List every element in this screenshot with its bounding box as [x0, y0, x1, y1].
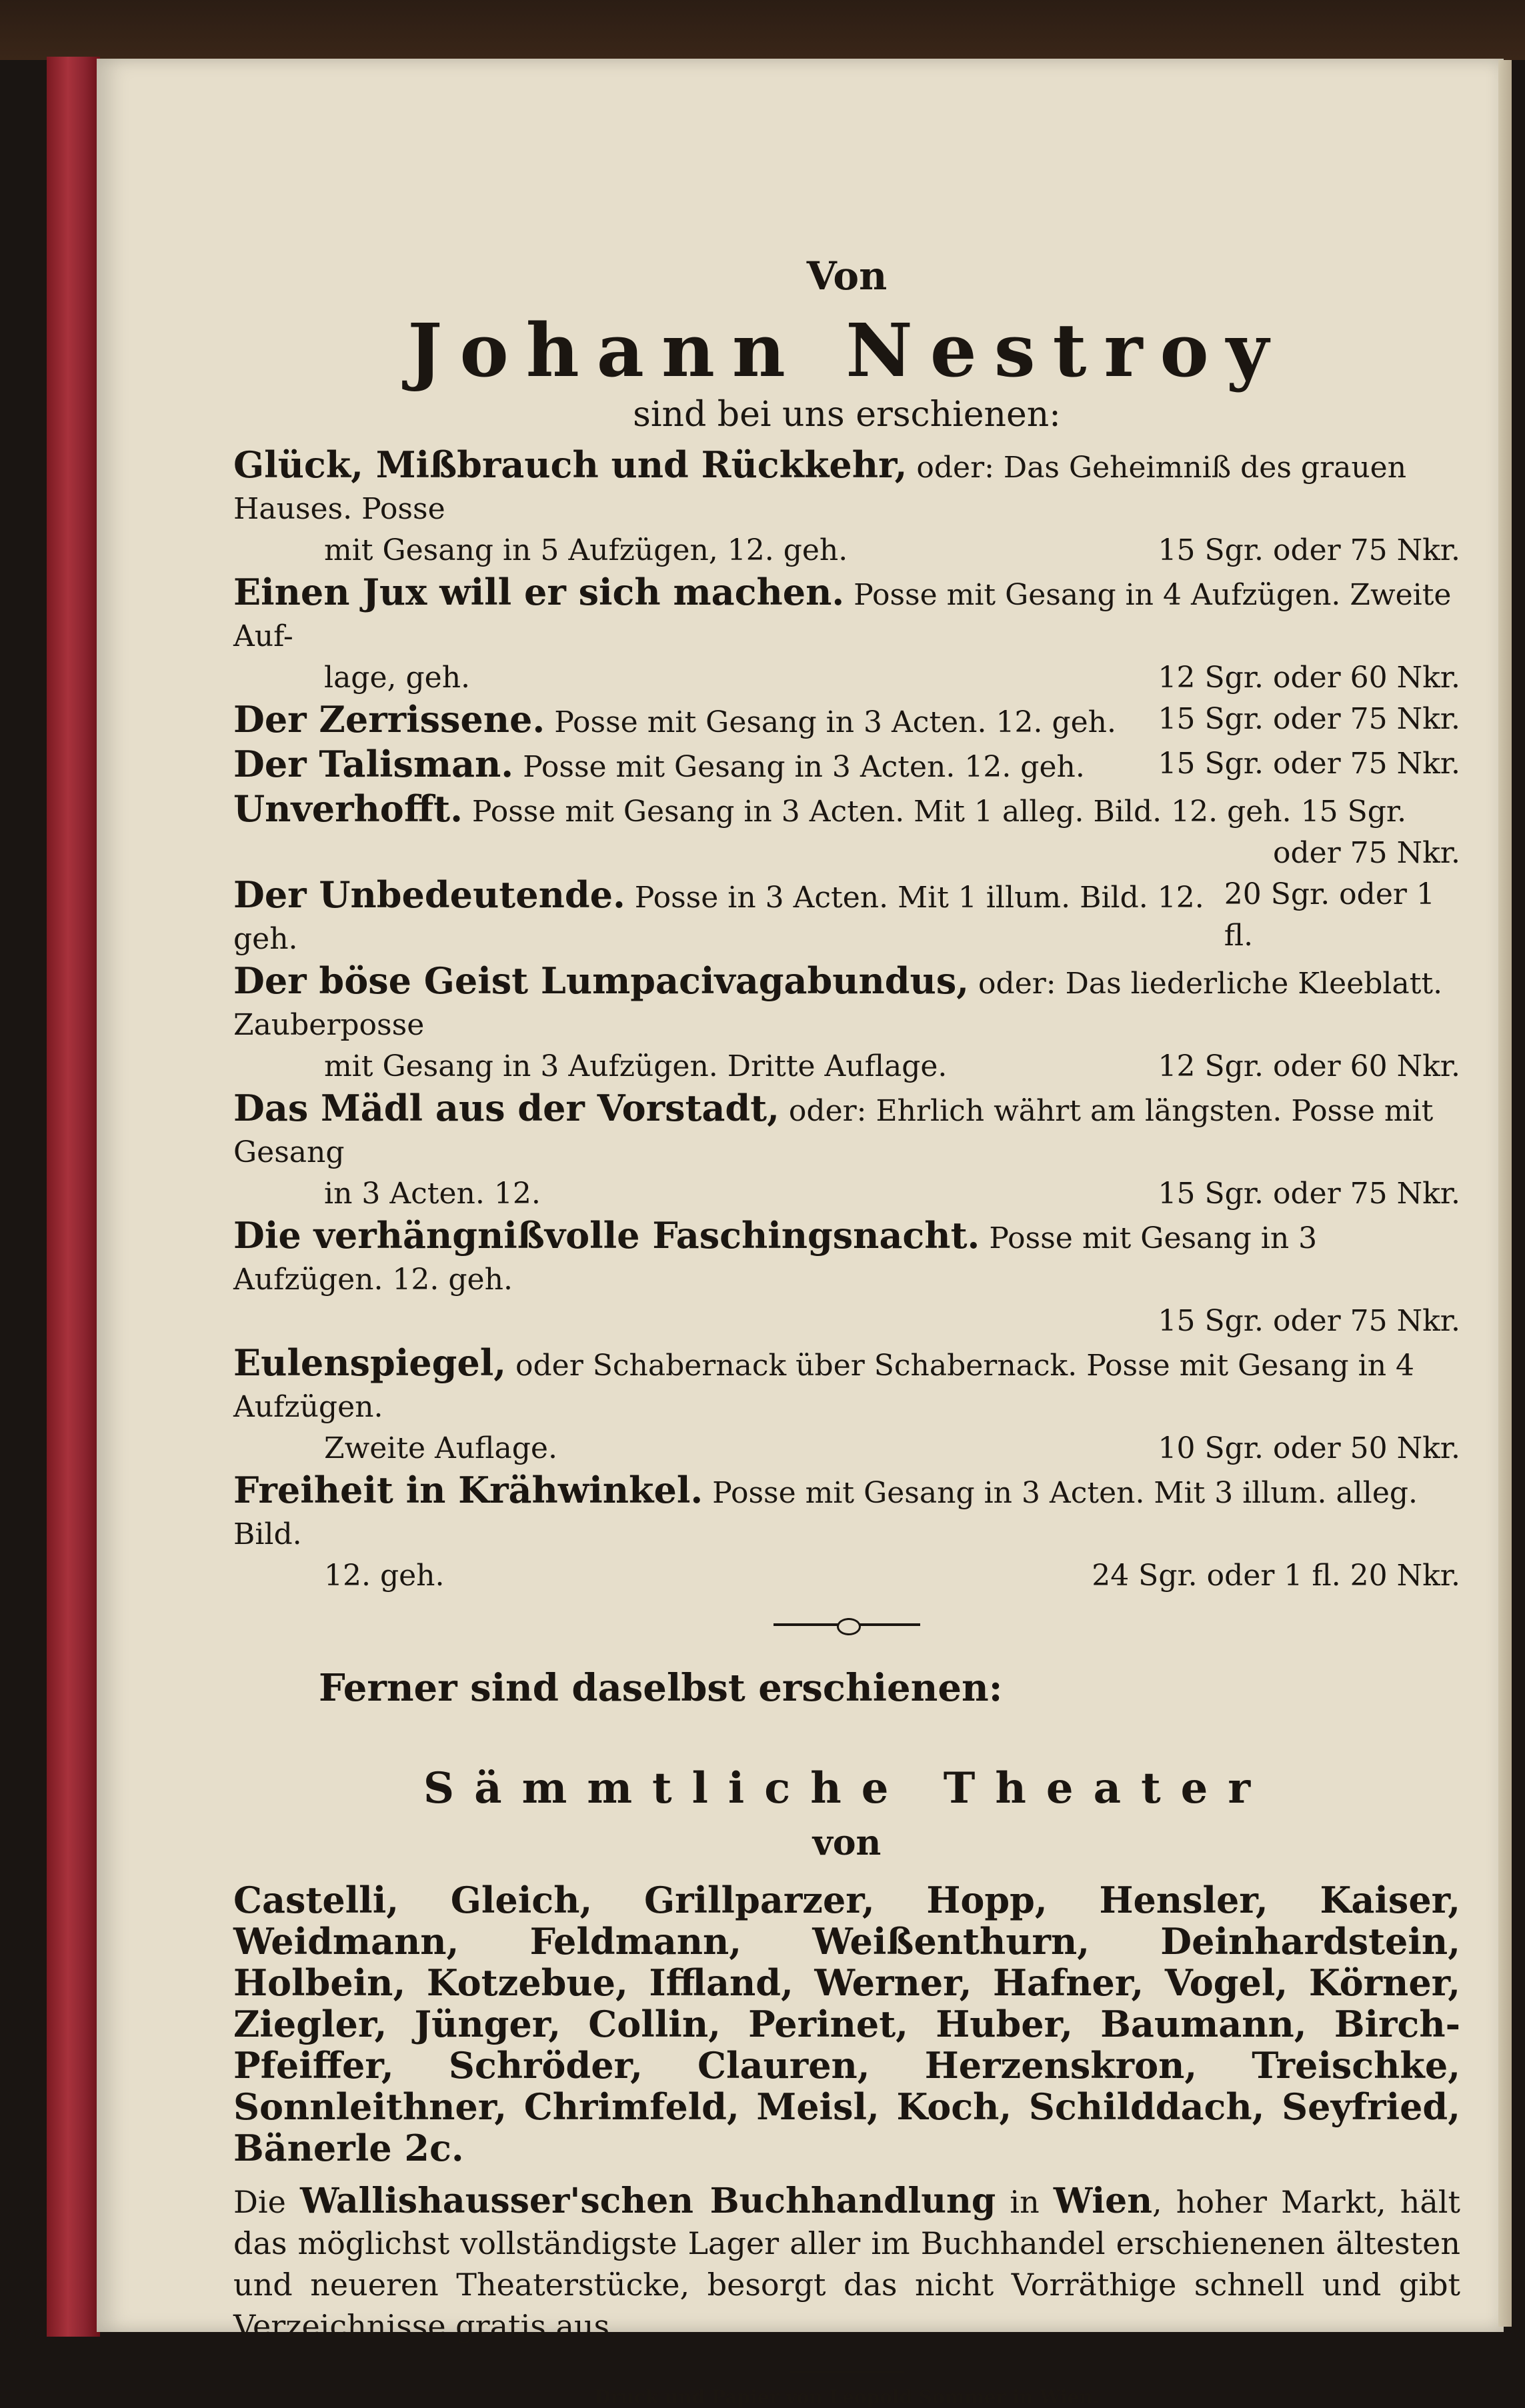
entry-desc: mit Gesang in 5 Aufzügen, 12. geh.	[324, 533, 848, 567]
entry-desc: mit Gesang in 3 Aufzügen. Dritte Auflage.	[324, 1049, 948, 1083]
bookshop-name: Wallishausser'schen Buchhandlung	[299, 2181, 996, 2221]
saemmtliche-theater-heading: Sämmtliche Theater	[423, 1763, 1271, 1813]
entry-desc: Posse mit Gesang in 3 Acten. Mit 3 illum. alleg. Bild.	[233, 1476, 1418, 1551]
entry-desc: in 3 Acten. 12.	[324, 1177, 541, 1211]
entry-title: Das Mädl aus der Vorstadt,	[233, 1087, 780, 1129]
advertisement-page-content	[233, 253, 1460, 2408]
notice-text: Die	[233, 2184, 300, 2220]
entry-title: Der Talisman.	[233, 743, 514, 785]
list-item	[233, 571, 1460, 699]
von-heading: Von	[806, 253, 888, 299]
entry-title: Der Unbedeutende.	[233, 873, 625, 916]
entry-desc: Posse mit Gesang in 3 Acten. Mit 1 alleg. Bild. 12. geh. 15 Sgr.	[471, 795, 1407, 829]
notice-text: in	[996, 2184, 1054, 2220]
small-divider	[233, 2371, 1460, 2373]
list-item	[233, 874, 1460, 960]
entry-title: Der böse Geist Lumpacivagabundus,	[233, 959, 970, 1002]
entry-title: Der Zerrissene.	[233, 698, 545, 741]
entry-desc: oder: Das Geheimniß des grauen Hauses. Posse	[233, 451, 1407, 526]
entry-desc: Posse mit Gesang in 3 Acten. 12. geh.	[523, 750, 1085, 784]
entry-price: 12 Sgr. oder 60 Nkr.	[1158, 661, 1460, 695]
entry-title: Die verhängnißvolle Faschingsnacht.	[233, 1214, 980, 1257]
entry-price: 10 Sgr. oder 50 Nkr.	[1158, 1431, 1460, 1465]
entry-title: Unverhofft.	[233, 787, 463, 830]
entry-price: 15 Sgr. oder 75 Nkr.	[1158, 1177, 1460, 1211]
entry-desc: Posse mit Gesang in 4 Aufzügen. Zweite Auf-	[233, 578, 1452, 653]
list-item	[233, 743, 1460, 788]
list-item	[233, 444, 1460, 571]
list-item	[233, 960, 1460, 1087]
book-spine-top	[0, 0, 1525, 60]
entry-price: 15 Sgr. oder 75 Nkr.	[1158, 533, 1460, 567]
entry-price: 15 Sgr. oder 75 Nkr.	[1158, 1304, 1460, 1338]
author-names-list: Castelli, Gleich, Grillparzer, Hopp, Hensler, Kaiser, Weidmann, Feldmann, Weißenthurn, Deinhardstein, Holbein, Kotzebue, Iffland, Werner, Hafner, Vogel, Körner, Ziegler, Jünger, Collin, Perinet, Huber, Baumann, Birch-Pfeiffer, Schröder, Clauren, Herzenskron, Treischke, Sonnleithner, Chrimfeld, Meisl, Koch, Schilddach, Seyfried, Bänerle 2c.	[233, 1879, 1460, 2169]
bookshop-notice	[233, 2181, 1460, 2347]
author-name: Johann Nestroy	[407, 307, 1286, 393]
entry-title: Einen Jux will er sich machen.	[233, 571, 845, 613]
city-name: Wien	[1053, 2181, 1153, 2221]
entry-desc: Posse mit Gesang in 3 Acten. 12. geh.	[554, 705, 1116, 739]
entry-price: 15 Sgr. oder 75 Nkr.	[1158, 747, 1460, 781]
list-item	[233, 1469, 1460, 1597]
list-item	[233, 1215, 1460, 1342]
entry-desc: Posse in 3 Acten. Mit 1 illum. Bild. 12. geh.	[233, 881, 1204, 956]
entry-price: 24 Sgr. oder 1 fl. 20 Nkr.	[1092, 1559, 1460, 1593]
entry-desc: Zweite Auflage.	[324, 1431, 557, 1465]
subtitle: sind bei uns erschienen:	[633, 395, 1061, 435]
entry-desc: Posse mit Gesang in 3 Aufzügen. 12. geh.	[233, 1221, 1318, 1297]
entry-title: Freiheit in Krähwinkel.	[233, 1469, 703, 1511]
ferner-heading: Ferner sind daselbst erschienen:	[319, 1666, 1003, 1710]
entry-desc: oder: Ehrlich währt am längsten. Posse mit Gesang	[233, 1094, 1434, 1169]
entry-price: oder 75 Nkr.	[1272, 836, 1460, 870]
book-cover-edge	[47, 57, 100, 2337]
entry-title: Glück, Mißbrauch und Rückkehr,	[233, 443, 908, 486]
list-item	[233, 788, 1460, 874]
ornamental-divider	[233, 1623, 1460, 1626]
entry-desc: lage, geh.	[324, 661, 471, 695]
entry-desc: oder Schabernack über Schabernack. Posse mit Gesang in 4 Aufzügen.	[233, 1349, 1415, 1424]
entry-desc: 12. geh.	[324, 1559, 445, 1593]
list-item	[233, 1087, 1460, 1215]
list-item	[233, 699, 1460, 743]
entry-price: 12 Sgr. oder 60 Nkr.	[1158, 1049, 1460, 1083]
entry-price: 15 Sgr. oder 75 Nkr.	[1158, 702, 1460, 736]
page-edge	[1498, 60, 1512, 2327]
entry-title: Eulenspiegel,	[233, 1341, 507, 1384]
entry-price: 20 Sgr. oder 1 fl.	[1224, 877, 1435, 953]
printer-imprint: Druck und Papier von Leopold Sommer in Wien.	[594, 2386, 1100, 2408]
book-list	[233, 444, 1460, 1597]
notice-text: , hoher Markt, hält das möglichst vollständigste Lager aller im Buchhandel erschienenen ältesten und neueren Theaterstücke, besorgt das nicht Vorräthige schnell und gibt Verzeichnisse gratis aus.	[233, 2184, 1460, 2344]
von-subheading: von	[812, 1823, 882, 1863]
list-item	[233, 1342, 1460, 1469]
entry-desc: oder: Das liederliche Kleeblatt. Zauberposse	[233, 967, 1443, 1042]
